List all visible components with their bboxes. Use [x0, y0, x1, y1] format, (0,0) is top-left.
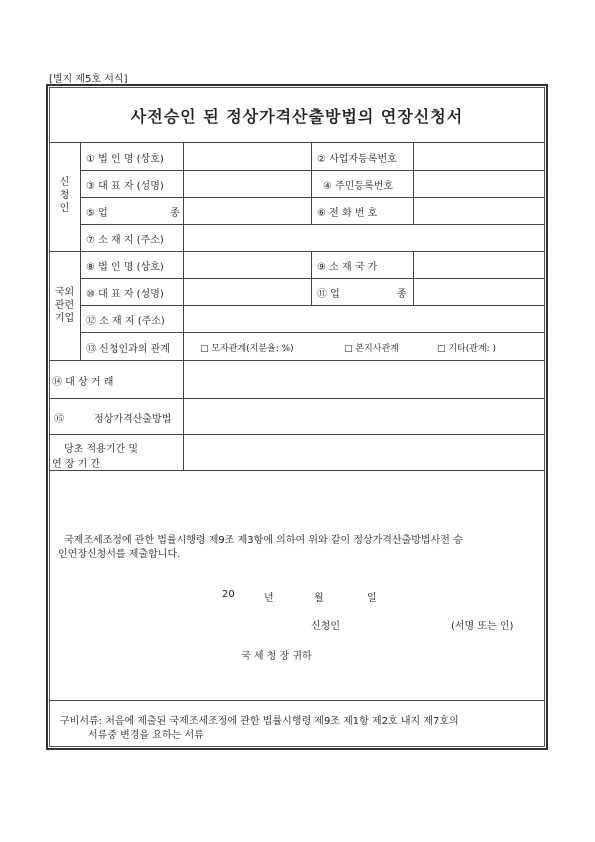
sign-note: (서명 또는 인)	[451, 621, 514, 632]
foreign-corp-name-label: ⑧ 법 인 명 (상호)	[86, 262, 164, 273]
statement-line1: 국제조세조정에 관한 법률시행령 제9조 제3항에 의하여 위와 같이 정상가격산출방법사전 승	[64, 535, 463, 546]
recipient: 국 세 청 장 귀하	[241, 651, 312, 662]
applicant-biz-reg-label: ② 사업자등록번호	[317, 154, 397, 165]
applicant-address-label: ⑦ 소 재 지 (주소)	[86, 235, 164, 246]
signature-field[interactable]	[360, 612, 445, 632]
period-label-line1: 당초 적용기간 및	[64, 444, 138, 455]
foreign-corp-name-field[interactable]	[184, 252, 310, 277]
pricing-method-label: 정상가격산출방법	[94, 414, 172, 425]
target-transaction-label: ⑭ 대 상 거 래	[52, 377, 114, 388]
signer-label: 신청인	[311, 621, 340, 632]
date-year-label: 년	[264, 593, 274, 604]
date-year-prefix: 20	[222, 589, 235, 600]
applicant-business-type-label: ⑤ 업	[86, 208, 108, 219]
foreign-group-label: 국외 관련 기업	[54, 287, 75, 324]
pricing-method-number: ⑮	[54, 414, 64, 425]
applicant-resident-no-label: ④ 주민등록번호	[323, 181, 394, 192]
foreign-business-type-field[interactable]	[414, 279, 544, 304]
target-transaction-field[interactable]	[184, 361, 544, 397]
foreign-country-field[interactable]	[414, 252, 544, 277]
applicant-corp-name-label: ① 법 인 명 (상호)	[86, 154, 164, 165]
date-day-label: 일	[367, 593, 377, 604]
relation-option-other[interactable]: □ 기타(관계: )	[437, 344, 497, 354]
page-title: 사전승인 된 정상가격산출방법의 연장신청서	[130, 107, 464, 126]
applicant-corp-name-field[interactable]	[184, 143, 310, 169]
statement-line2: 인연장신청서를 제출합니다.	[58, 549, 181, 560]
period-field[interactable]	[184, 435, 544, 469]
foreign-relation-label: ⑬ 신청인과의 관계	[86, 344, 170, 355]
foreign-country-label: ⑨ 소 재 국 가	[317, 262, 378, 273]
foreign-address-label: ⑫ 소 재 지 (주소)	[86, 316, 165, 327]
relation-option-head-branch[interactable]: □ 본지사관계	[344, 344, 399, 354]
applicant-biz-reg-field[interactable]	[414, 143, 544, 169]
applicant-business-type-label-end: 종	[170, 208, 180, 219]
foreign-address-field[interactable]	[184, 306, 544, 331]
foreign-business-type-label: ⑪ 업	[317, 289, 340, 300]
applicant-phone-label: ⑥ 전 화 번 호	[317, 208, 378, 219]
date-month-label: 월	[314, 593, 324, 604]
pricing-method-field[interactable]	[184, 399, 544, 433]
attachments-line1: 구비서류: 처음에 제출된 국제조세조정에 관한 법률시행령 제9조 제1항 제2호 내지 제7호의	[60, 716, 459, 727]
applicant-rep-label: ③ 대 표 자 (성명)	[86, 181, 164, 192]
applicant-phone-field[interactable]	[414, 198, 544, 223]
applicant-rep-field[interactable]	[184, 171, 310, 196]
applicant-address-field[interactable]	[184, 225, 544, 250]
foreign-rep-field[interactable]	[184, 279, 310, 304]
relation-option-parent-sub[interactable]: □ 모자관계(지분율: %)	[200, 344, 294, 354]
attachments-line2: 서류중 변경을 요하는 서류	[88, 730, 204, 741]
applicant-business-type-field[interactable]	[184, 198, 310, 223]
period-label-line2: 연 장 기 간	[52, 459, 101, 470]
foreign-business-type-label-end: 종	[397, 289, 407, 300]
form-number: [별지 제5호 서식]	[49, 74, 128, 85]
applicant-group-label: 신 청 인	[59, 177, 70, 214]
applicant-resident-no-field[interactable]	[414, 171, 544, 196]
foreign-rep-label: ⑩ 대 표 자 (성명)	[86, 289, 164, 300]
